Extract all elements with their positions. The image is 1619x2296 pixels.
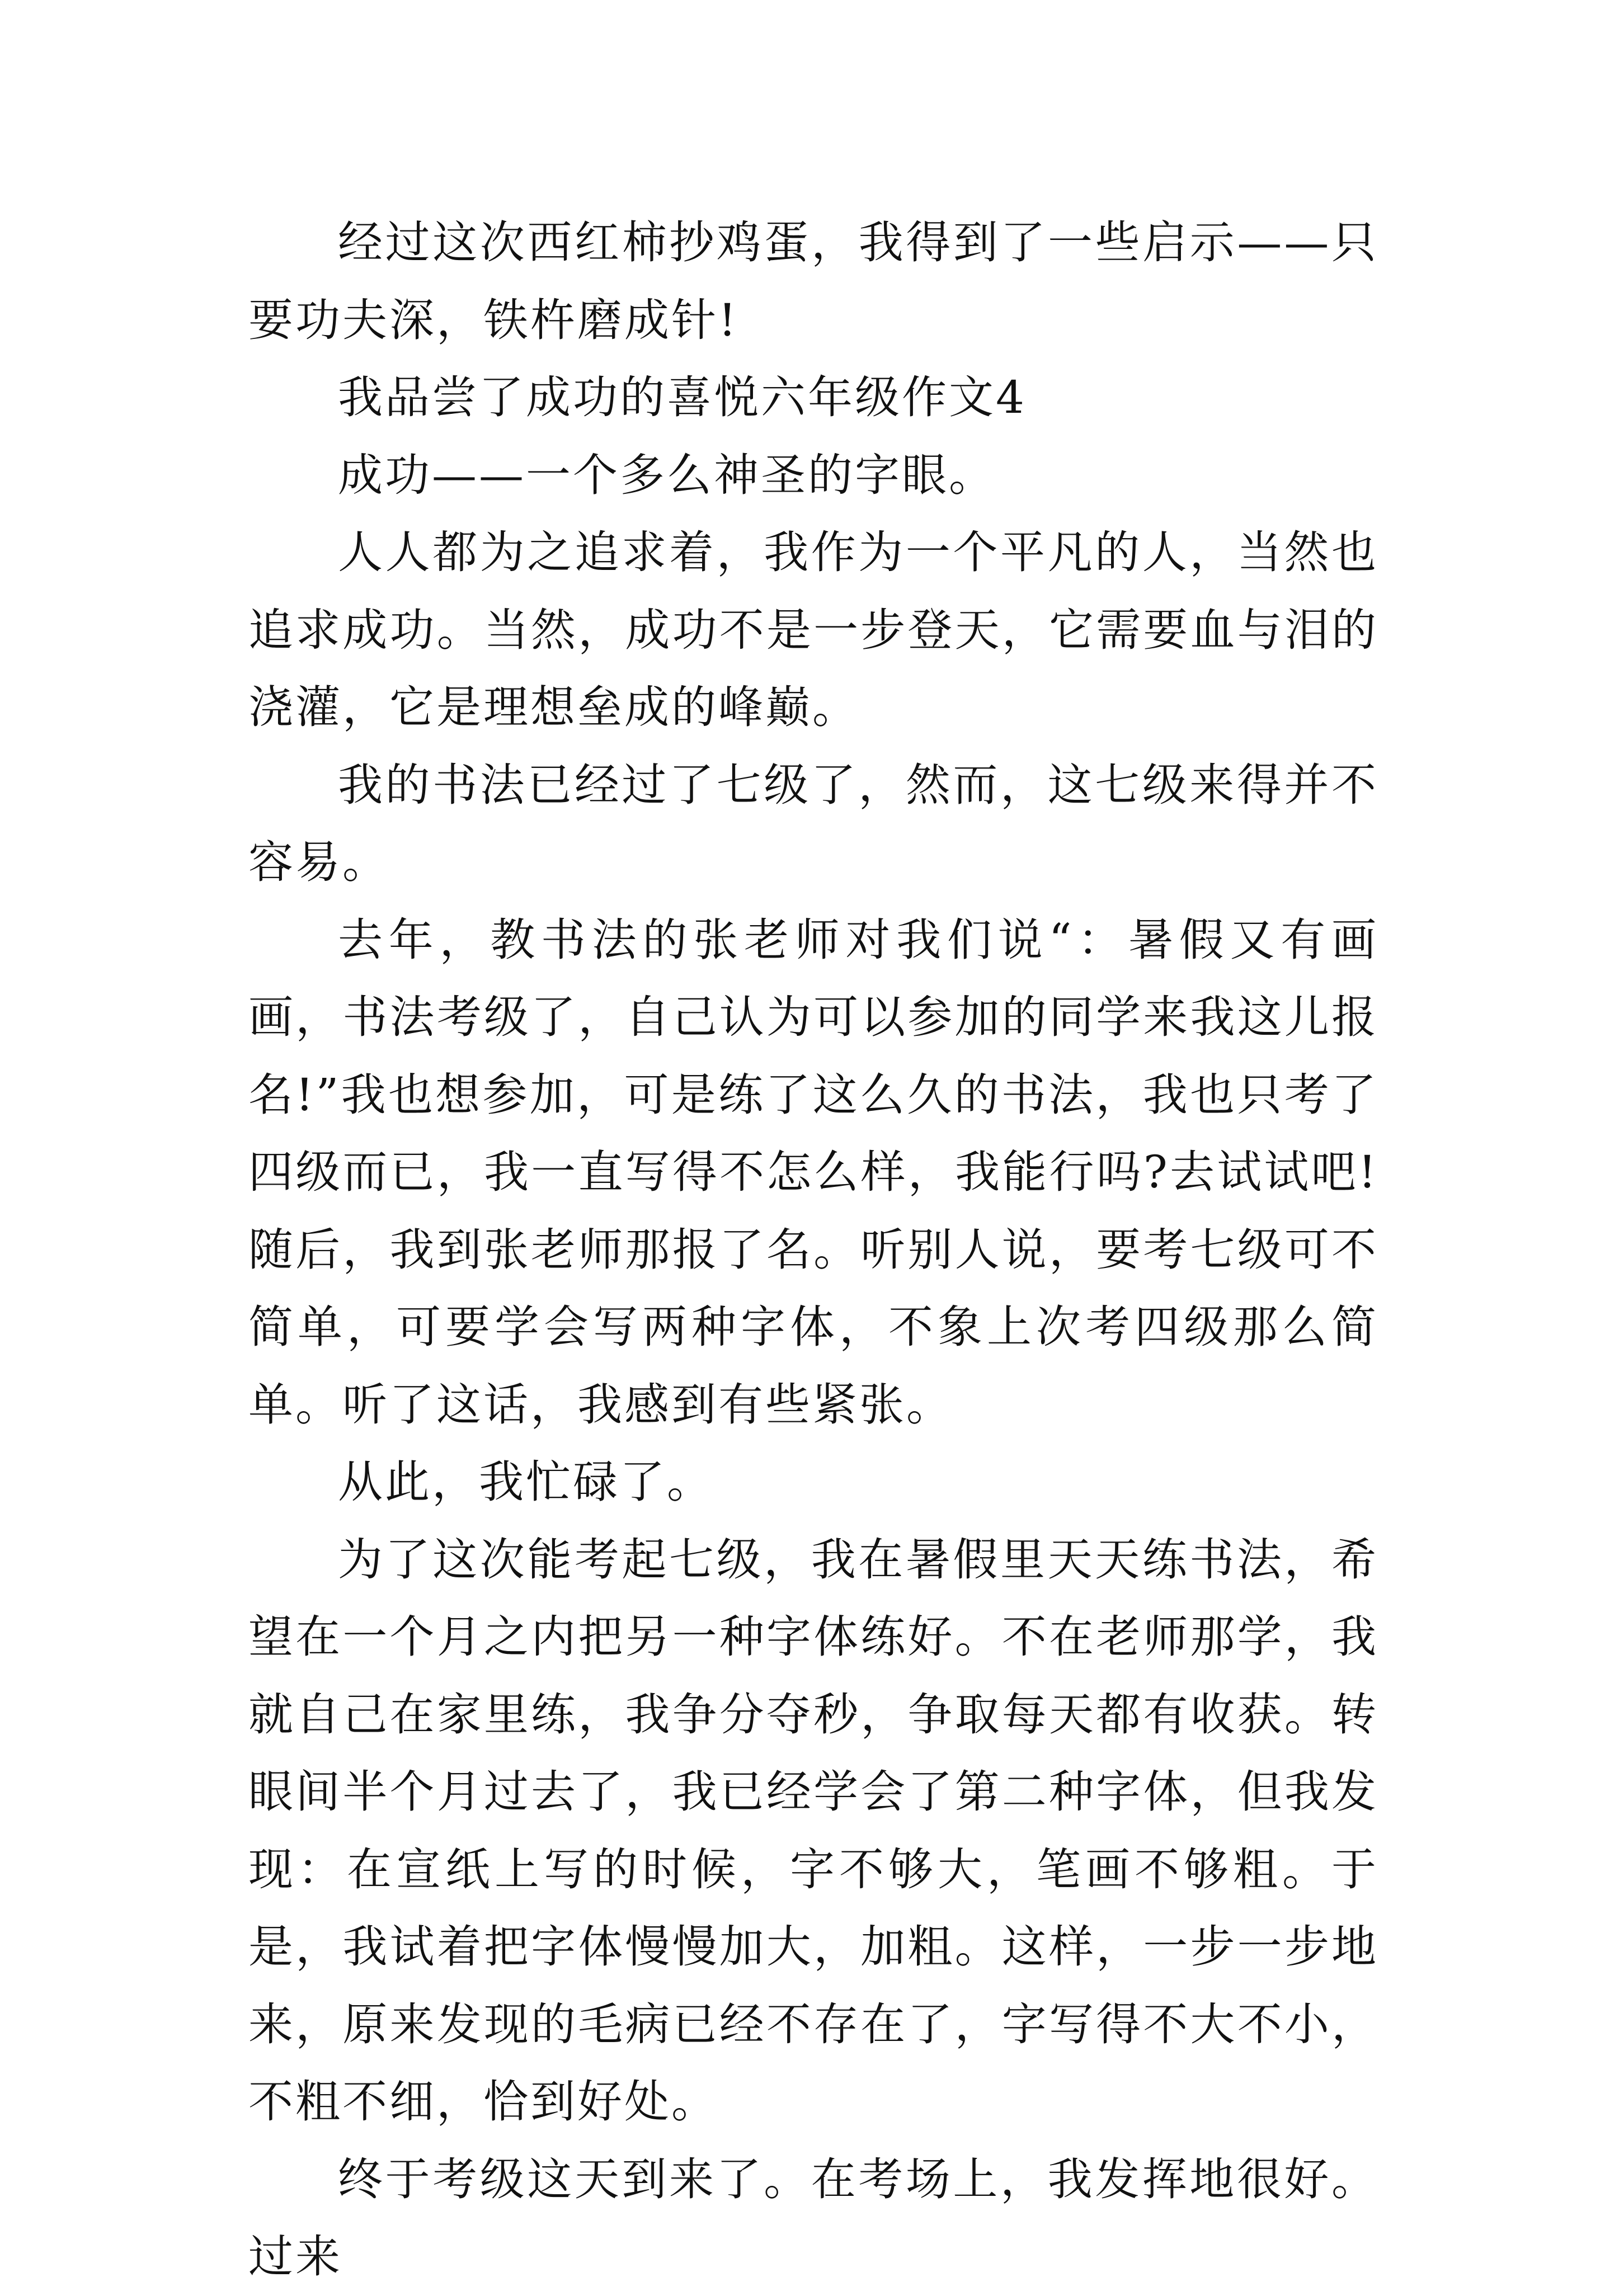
paragraph-conclusion: 经过这次西红柿抄鸡蛋，我得到了一些启示——只要功夫深，铁杵磨成针! <box>248 216 1378 346</box>
essay-title: 我品尝了成功的喜悦六年级作文4 <box>338 371 1027 423</box>
paragraph-practice: 为了这次能考起七级，我在暑假里天天练书法，希望在一个月之内把另一种字体练好。不在老师那学，我就自己在家里练，我争分夺秒，争取每天都有收获。转眼间半个月过去了，我已经学会了第二种字体，但我发现：在宣纸上写的时候，字不够大，笔画不够粗。于是，我试着把字体慢慢加大，加粗。这样，一步一步地来，原来发现的毛病已经不存在了，字写得不大不小，不粗不细，恰到好处。 <box>248 1533 1378 2128</box>
paragraph-calligraphy-level: 我的书法已经过了七级了，然而，这七级来得并不容易。 <box>248 758 1378 888</box>
paragraph-last-year: 去年，教书法的张老师对我们说“：暑假又有画画，书法考级了，自己认为可以参加的同学来我这儿报名!”我也想参加，可是练了这么久的书法，我也只考了四级而已，我一直写得不怎么样，我能行吗?去试试吧!随后，我到张老师那报了名。听别人说，要考七级可不简单，可要学会写两种字体，不象上次考四级那么简单。听了这话，我感到有些紧张。 <box>248 913 1378 1431</box>
paragraph-pursuit: 人人都为之追求着，我作为一个平凡的人，当然也追求成功。当然，成功不是一步登天，它需要血与泪的浇灌，它是理想垒成的峰巅。 <box>248 526 1378 733</box>
paragraph-busy: 从此，我忙碌了。 <box>338 1456 714 1508</box>
paragraph-exam-day: 终于考级这天到来了。在考场上，我发挥地很好。过来 <box>248 2153 1378 2283</box>
paragraph-opening: 成功——一个多么神圣的字眼。 <box>338 449 996 501</box>
document-body <box>248 204 1378 2296</box>
